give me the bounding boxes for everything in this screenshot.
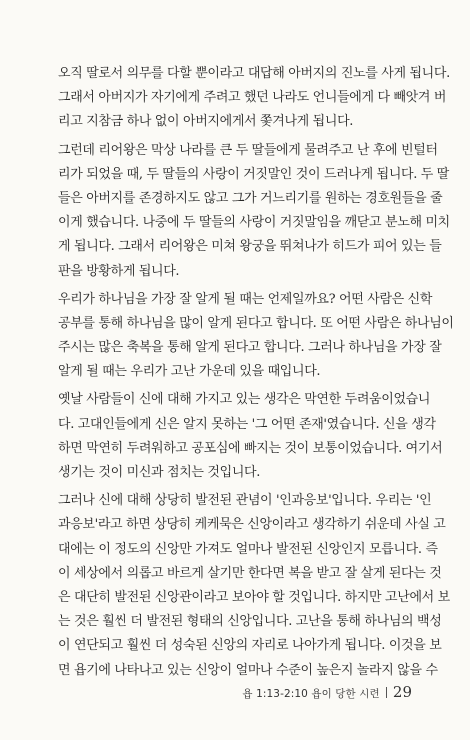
paragraph-5	[58, 489, 450, 683]
footer-divider	[386, 687, 387, 698]
text-line: 이 세상에서 의롭고 바르게 살기만 한다면 복을 받고 잘 살게 된다는 것	[58, 565, 442, 581]
text-line: 우리가 하나님을 가장 잘 알게 될 때는 언제일까요? 어떤 사람은 신학	[58, 291, 433, 307]
text-line: 게 됩니다. 그래서 리어왕은 미쳐 왕궁을 뛰쳐나가 히드가 피어 있는 들	[58, 239, 442, 255]
text-line: 생기는 것이 미신과 점치는 것입니다.	[58, 465, 261, 480]
text-line: 면 욥기에 나타나고 있는 신앙이 얼마나 수준이 높은지 놀라지 않을 수	[58, 662, 438, 678]
text-line: 그런데 리어왕은 막상 나라를 큰 두 딸들에게 물려주고 난 후에 빈털터	[58, 142, 438, 158]
text-line: 은 대단히 발전된 신앙관이라고 보아야 할 것입니다. 하지만 고난에서 보	[58, 589, 450, 605]
text-line: 하면 막연히 두려워하고 공포심에 빠지는 것이 보통이었습니다. 여기서	[58, 440, 443, 456]
text-line: 는 것은 훨씬 더 발전된 형태의 신앙입니다. 고난을 통해 하나님의 백성	[58, 614, 442, 630]
text-line: 알게 될 때는 우리가 고난 가운데 있을 때입니다.	[58, 364, 321, 380]
text-line: 이 연단되고 훨씬 더 성숙된 신앙의 자리로 나아가게 됩니다. 이것을 보	[58, 638, 442, 654]
text-line: 그래서 아버지가 자기에게 주려고 했던 나라도 언니들에게 다 빼앗겨 버	[58, 90, 447, 106]
body-text	[58, 62, 454, 687]
text-line: 옛날 사람들이 신에 대해 가지고 있는 생각은 막연한 두려움이었습니	[58, 392, 431, 408]
text-line: 판을 방황하게 됩니다.	[58, 263, 180, 279]
running-head: 욥 1:13-2:10 욥이 당한 시련	[242, 688, 380, 700]
page-footer	[242, 683, 412, 701]
text-line: 대에는 이 정도의 신앙만 가져도 얼마나 발전된 신앙인지 모릅니다. 즉	[58, 541, 438, 557]
text-line: 공부를 통해 하나님을 많이 알게 된다고 합니다. 또 어떤 사람은 하나님이	[58, 315, 454, 331]
text-line: 들은 아버지를 존경하지도 않고 그가 거느리기를 원하는 경호원들을 줄	[58, 190, 443, 206]
page-number: 29	[392, 683, 412, 701]
paragraph-3	[58, 288, 454, 385]
paragraph-4	[58, 388, 443, 485]
text-line: 이게 했습니다. 나중에 두 딸들의 사랑이 거짓말임을 깨닫고 분노해 미치	[58, 215, 450, 231]
paragraph-1	[58, 62, 450, 135]
text-line: 리가 되었을 때, 두 딸들의 사랑이 거짓말인 것이 드러나게 됩니다. 두 딸	[58, 166, 449, 182]
text-line: 그러나 신에 대해 상당히 발전된 관념이 '인과응보'입니다. 우리는 '인	[58, 493, 432, 509]
paragraph-2	[58, 139, 450, 284]
text-line: 주시는 많은 축복을 통해 알게 된다고 합니다. 그러나 하나님을 가장 잘	[58, 340, 442, 356]
text-line: 과응보'라고 하면 상당히 케케묵은 신앙이라고 생각하기 쉬운데 사실 고	[58, 517, 446, 533]
text-line: 오직 딸로서 의무를 다할 뿐이라고 대답해 아버지의 진노를 사게 됩니다.	[58, 66, 450, 81]
text-line: 리고 지참금 하나 없이 아버지에게서 쫓겨나게 됩니다.	[58, 114, 354, 130]
text-line: 다. 고대인들에게 신은 알지 못하는 '그 어떤 존재'였습니다. 신을 생각	[58, 416, 436, 432]
